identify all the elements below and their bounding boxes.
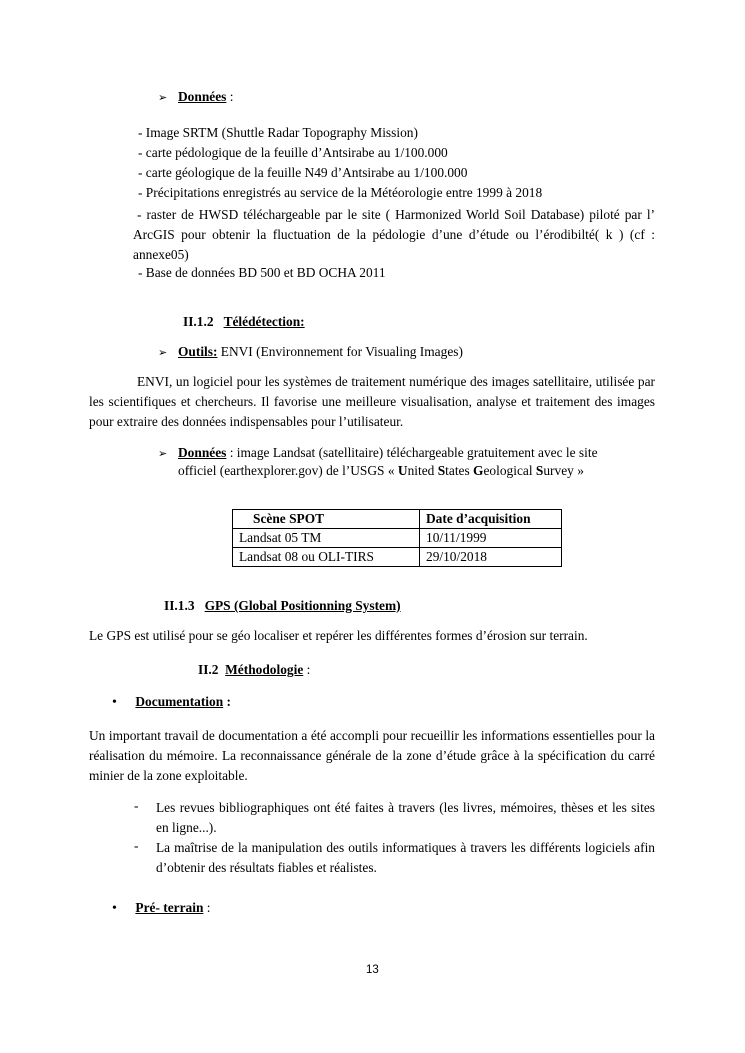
arrow-bullet-icon: ➢ [158,347,168,359]
donnees2-label: Données [178,445,227,460]
envi-paragraph: ENVI, un logiciel pour les systèmes de traitement numérique des images satellitaire, utilisée par les scientifiques et chercheurs. Il favorise une meilleure visualisation, analyse et traitement des images pour extraire des données indispensables pour l’utilisateur. [89,374,655,429]
usgs-urvey: urvey » [543,463,584,478]
donnees2-line-2 [178,463,584,479]
colon: : [203,900,211,915]
table-cell: Landsat 08 ou OLI-TIRS [233,548,420,567]
table-header: Scène SPOT [233,510,420,529]
usgs-eological: eological [483,463,536,478]
donnees2-line-1 [158,445,598,461]
usgs-nited: nited [407,463,438,478]
colon: : [226,89,234,104]
donnees-item-3: - carte géologique de la feuille N49 d’Antsirabe au 1/100.000 [138,165,468,180]
bullet-icon: • [112,901,117,916]
donnees-item-6: - Base de données BD 500 et BD OCHA 2011 [138,265,386,280]
donnees2-text-b: officiel (earthexplorer.gov) de l’USGS « [178,463,398,478]
table-cell: 29/10/2018 [420,548,562,567]
section-title: GPS (Global Positionning System) [204,598,401,613]
section-title: Méthodologie [225,662,304,677]
documentation-label: Documentation [135,694,224,709]
donnees-heading [158,89,233,105]
colon: : [223,694,231,709]
donnees-item-2: - carte pédologique de la feuille d’Antsirabe au 1/100.000 [138,145,448,160]
bullet-icon: • [112,695,117,710]
section-number: II.1.2 [183,314,214,329]
table-cell: 10/11/1999 [420,529,562,548]
outils-text: ENVI (Environnement for Visualing Images) [217,344,463,359]
preterrain-heading [112,900,211,917]
usgs-letter-s2: S [535,463,544,478]
table-cell: Landsat 05 TM [233,529,420,548]
preterrain-label: Pré- terrain [135,900,204,915]
arrow-bullet-icon: ➢ [158,92,168,104]
donnees-item-4: - Précipitations enregistrés au service de la Météorologie entre 1999 à 2018 [138,185,543,200]
section-heading-112 [183,314,305,330]
arrow-bullet-icon: ➢ [158,448,168,460]
section-heading-22 [198,662,310,678]
documentation-paragraph: Un important travail de documentation a été accompli pour recueillir les informations essentielles pour la réalisation du mémoire. La reconnaissance générale de la zone d’étude grâce à la spécification du carré minier de la zone exploitable. [89,728,655,783]
section-title: Télédétection: [223,314,305,329]
list-dash: - [134,838,139,853]
page-number: 13 [366,964,379,976]
usgs-tates: tates [445,463,474,478]
outils-line [158,344,463,360]
table-header-row [233,510,562,529]
gps-text: Le GPS est utilisé pour se géo localiser et repérer les différentes formes d’érosion sur terrain. [89,628,588,643]
section-heading-113 [164,598,401,614]
doc-item-2: La maîtrise de la manipulation des outils informatiques à travers les différents logiciels afin d’obtenir des résultats fiables et réalistes. [156,840,655,875]
doc-item-1: Les revues bibliographiques ont été faites à travers (les livres, mémoires, thèses et les sites en ligne...). [156,800,655,835]
section-number: II.1.3 [164,598,195,613]
section-number: II.2 [198,662,219,677]
donnees-item-5: - raster de HWSD téléchargeable par le site ( Harmonized World Soil Database) piloté par l’ ArcGIS pour obtenir la fluctuation de la pédologie d’une d’étude ou l’érodibilté( k ) (cf : annexe05) [133,207,655,262]
documentation-heading [112,694,231,711]
outils-label: Outils: [178,344,218,359]
usgs-letter-u: U [397,463,408,478]
usgs-letter-s: S [437,463,446,478]
list-dash: - [134,798,139,813]
usgs-letter-g: G [473,463,484,478]
table-row [233,548,562,567]
table-row [233,529,562,548]
donnees2-text-a: : image Landsat (satellitaire) téléchargeable gratuitement avec le site [226,445,598,460]
table-header: Date d’acquisition [420,510,562,529]
donnees-label: Données [178,89,227,104]
colon: : [303,662,311,677]
donnees-item-1: - Image SRTM (Shuttle Radar Topography Mission) [138,125,418,140]
acquisition-table [232,509,562,567]
